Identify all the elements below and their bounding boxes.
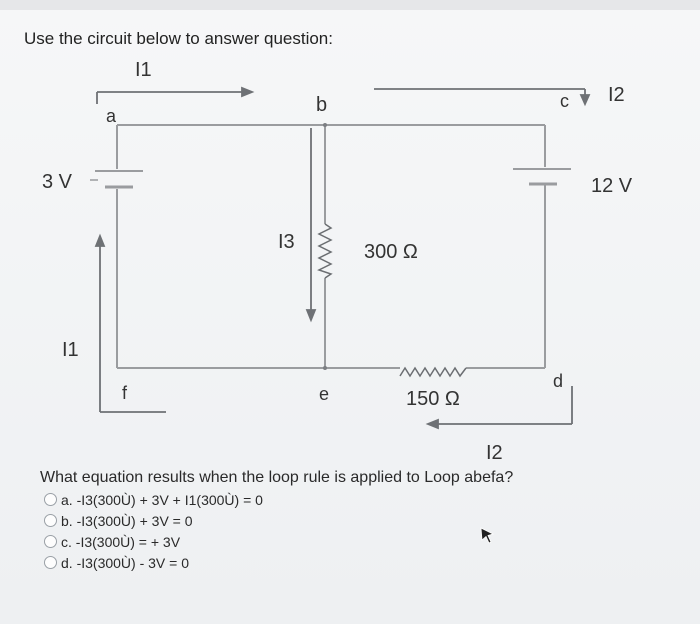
- label-i3-text: I3: [278, 231, 295, 253]
- resistor-bottom-label: 150 Ω: [406, 388, 460, 410]
- resistor-middle-label: 300 Ω: [364, 241, 418, 263]
- question-text: What equation results when the loop rule is applied to Loop abefa?: [40, 469, 514, 486]
- radio-button-icon[interactable]: [44, 493, 57, 506]
- battery-right-symbol: [513, 169, 571, 184]
- instruction-text: Use the circuit below to answer question:: [24, 29, 333, 48]
- node-d: d: [553, 371, 564, 391]
- battery-left-symbol: [95, 171, 143, 187]
- label-i2-bottom: [486, 443, 503, 463]
- option-a[interactable]: [44, 489, 263, 510]
- radio-button-icon[interactable]: [44, 535, 57, 548]
- label-i2-top-text: I2: [608, 84, 625, 106]
- mouse-cursor-icon: [479, 527, 495, 545]
- node-b: b: [316, 94, 328, 116]
- label-i1-top-text: I1: [135, 59, 152, 81]
- answer-options: [44, 489, 263, 573]
- option-b-label: b. -I3(300Ù) + 3V = 0: [61, 512, 193, 529]
- label-i1-left-text: I1: [62, 339, 79, 361]
- node-e: e: [319, 384, 330, 404]
- label-i2-top: [608, 85, 625, 105]
- option-d-label: d. -I3(300Ù) - 3V = 0: [61, 554, 190, 571]
- node-c: c: [560, 91, 569, 111]
- label-i1-left: [62, 340, 79, 360]
- node-f: f: [122, 383, 128, 403]
- radio-button-icon[interactable]: [44, 556, 57, 569]
- option-b[interactable]: [44, 510, 263, 531]
- resistor-middle-symbol: [319, 224, 331, 278]
- label-i3: [278, 232, 295, 252]
- resistor-bottom-symbol: [400, 368, 466, 376]
- option-c[interactable]: [44, 531, 263, 552]
- option-d[interactable]: [44, 552, 263, 573]
- radio-button-icon[interactable]: [44, 514, 57, 527]
- node-a: a: [106, 106, 117, 126]
- option-a-label: a. -I3(300Ù) + 3V + I1(300Ù) = 0: [61, 491, 263, 508]
- label-i2-bottom-text: I2: [486, 442, 503, 464]
- label-i1-top: [135, 60, 152, 80]
- battery-right-label: 12 V: [591, 175, 633, 197]
- battery-left-label: 3 V: [42, 171, 73, 193]
- option-c-label: c. -I3(300Ù) = + 3V: [61, 533, 181, 550]
